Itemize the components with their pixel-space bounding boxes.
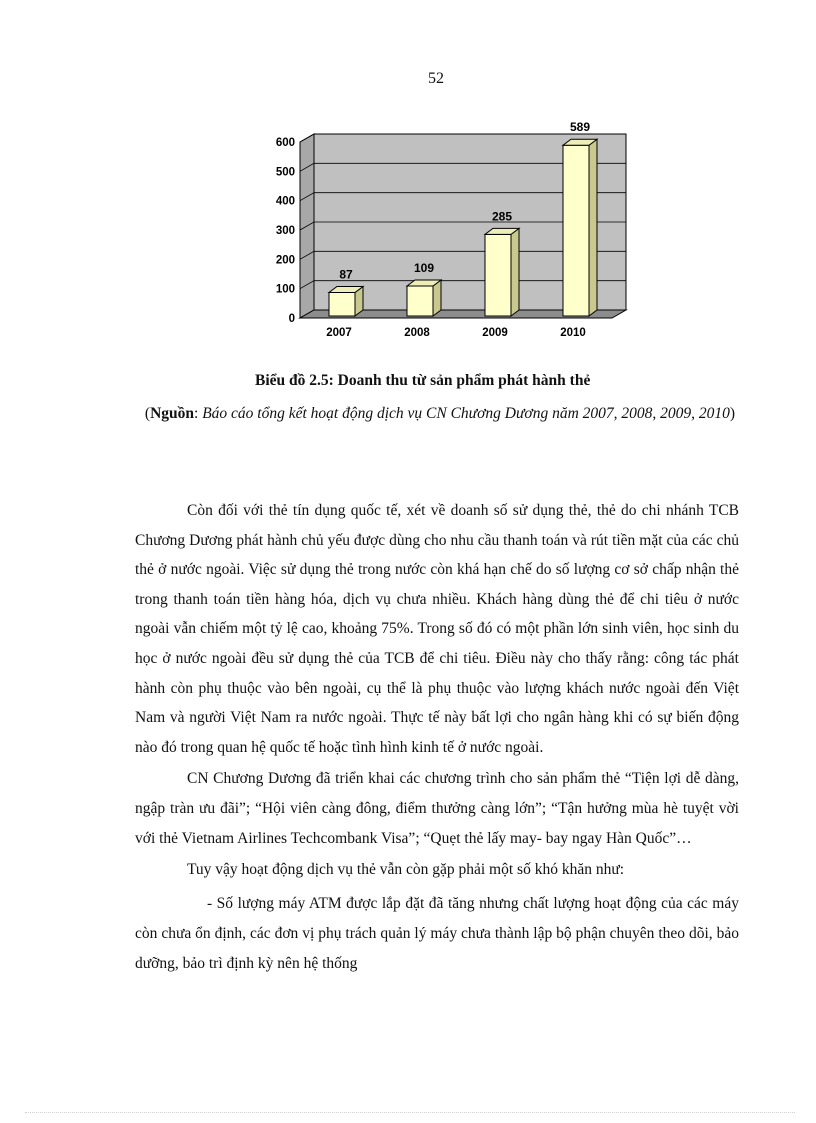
bullet-paragraph: - Số lượng máy ATM được lắp đặt đã tăng nhưng chất lượng hoạt động của các máy còn chưa ổn định, các đơn vị phụ trách quản lý máy chưa thành lập bộ phận chuyên theo dõi, bảo dưỡng, bảo trì định kỳ nên hệ thống: [135, 894, 739, 972]
source-colon: :: [194, 405, 203, 422]
x-tick-label: 2008: [404, 327, 430, 339]
y-tick-label: 300: [275, 225, 295, 237]
x-tick-label: 2009: [482, 327, 508, 339]
bar-side-2010: [589, 139, 597, 316]
bar-2007: [329, 292, 355, 316]
source-label: Nguồn: [150, 405, 195, 422]
data-label: 589: [569, 122, 591, 135]
bar-2008: [407, 286, 433, 316]
paragraph: Còn đối với thẻ tín dụng quốc tế, xét về doanh số sử dụng thẻ, thẻ do chi nhánh TCB Chương Dương phát hành chủ yếu được dùng cho nhu cầu thanh toán và rút tiền mặt của các chủ thẻ ở nước ngoài. Việc sử dụng thẻ trong nước còn khá hạn chế do số lượng cơ sở chấp nhận thẻ trong thanh toán tiền hàng hóa, dịch vụ chưa nhiều. Khách hàng dùng thẻ để chi tiêu ở nước ngoài vẫn chiếm một tỷ lệ cao, khoảng 75%. Trong số đó có một phần lớn sinh viên, học sinh du học ở nước ngoài đều sử dụng thẻ của TCB để chi tiêu. Điều này cho thấy rằng: công tác phát hành còn phụ thuộc vào bên ngoài, cụ thể là phụ thuộc vào lượng khách nước ngoài đến Việt Nam và người Việt Nam ra nước ngoài. Thực tế này bất lợi cho ngân hàng khi có sự biến động nào đó trong quan hệ quốc tế hoặc tình hình kinh tế ở nước ngoài.: [135, 502, 739, 756]
x-tick-label: 2010: [560, 327, 586, 339]
footer-divider: [25, 1112, 795, 1113]
body-text: [135, 496, 739, 979]
y-tick-label: 0: [288, 313, 295, 325]
data-label: 87: [339, 267, 353, 282]
x-tick-label: 2007: [326, 327, 352, 339]
y-tick-label: 400: [275, 195, 295, 208]
paragraph: CN Chương Dương đã triển khai các chương trình cho sản phẩm thẻ “Tiện lợi dễ dàng, ngập tràn ưu đãi”; “Hội viên càng đông, điểm thưởng càng lớn”; “Tận hưởng mùa hè tuyệt vời với thẻ Vietnam Airlines Techcombank Visa”; “Quẹt thẻ lấy may- bay ngay Hàn Quốc”…: [135, 770, 739, 847]
revenue-bar-chart: [262, 122, 642, 344]
bar-side-2009: [511, 228, 519, 316]
source-text: Báo cáo tổng kết hoạt động dịch vụ CN Chương Dương năm 2007, 2008, 2009, 2010: [202, 405, 730, 422]
page-number: 52: [428, 70, 444, 87]
chart-source: [135, 399, 745, 429]
chart-caption: Biểu đồ 2.5: Doanh thu từ sản phẩm phát hành thẻ: [255, 372, 591, 389]
bar-2010: [563, 145, 589, 316]
y-tick-label: 600: [275, 137, 295, 149]
y-tick-label: 500: [275, 166, 295, 179]
data-label: 109: [413, 261, 435, 276]
y-tick-label: 100: [275, 283, 295, 296]
y-tick-label: 200: [275, 254, 295, 267]
source-close: ): [729, 405, 736, 422]
data-label: 285: [491, 209, 513, 224]
bar-2009: [485, 234, 511, 316]
source-open: (: [144, 405, 151, 422]
paragraph: Tuy vậy hoạt động dịch vụ thẻ vẫn còn gặp phải một số khó khăn như:: [187, 861, 625, 879]
